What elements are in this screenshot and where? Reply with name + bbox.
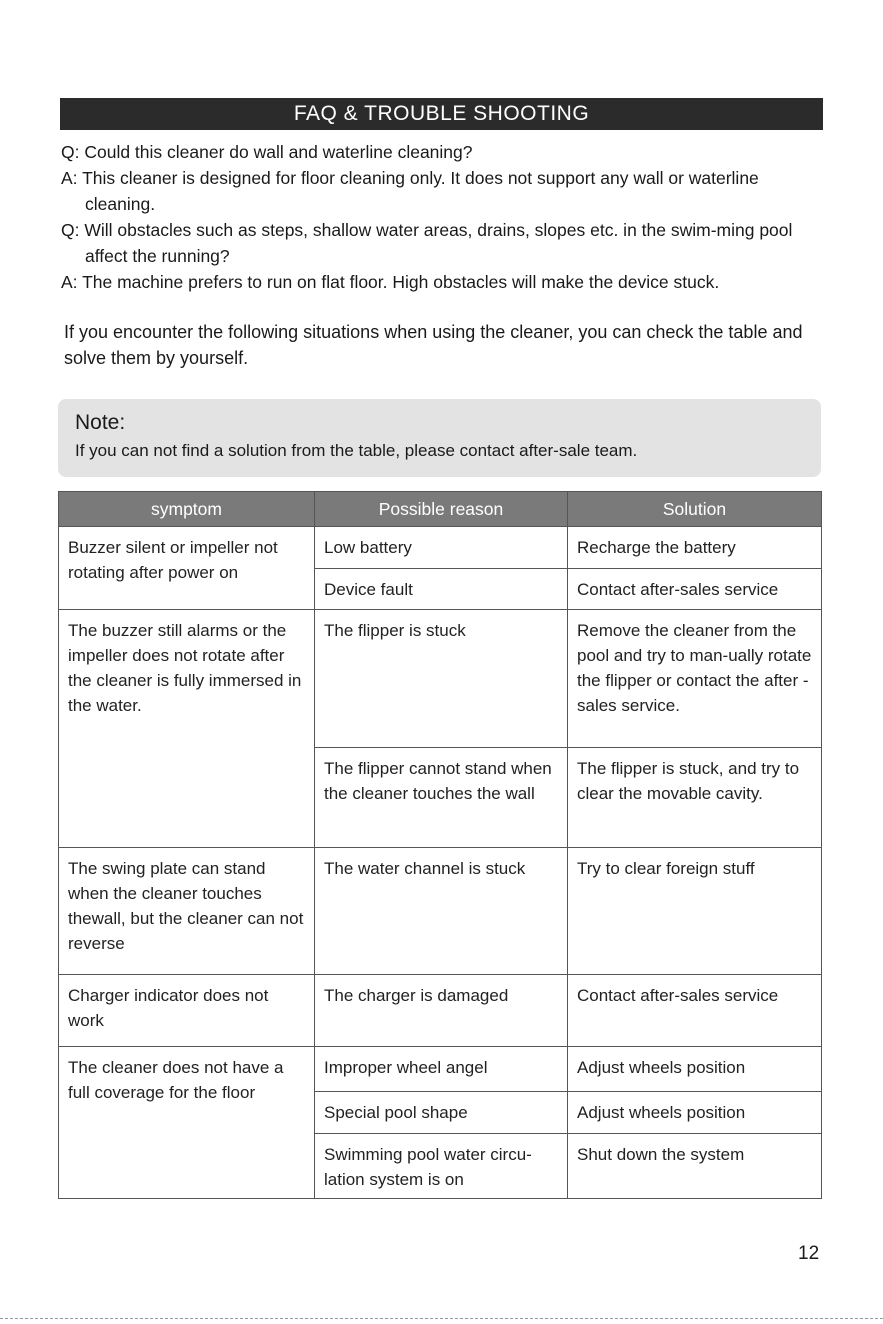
reason-cell: The water channel is stuck — [315, 848, 568, 975]
page-title: FAQ & TROUBLE SHOOTING — [60, 98, 823, 130]
symptom-cell: Charger indicator does not work — [59, 975, 315, 1047]
reason-cell: The flipper is stuck — [315, 610, 568, 748]
faq-answer-1: A: This cleaner is designed for floor cleaning only. It does not support any wall or waterline cleaning. — [61, 168, 759, 214]
troubleshooting-table — [58, 491, 822, 1199]
page-edge-divider — [0, 1318, 883, 1319]
note-box — [58, 399, 821, 477]
solution-cell: Shut down the system — [568, 1134, 822, 1199]
table-row — [59, 527, 822, 569]
reason-cell: Device fault — [315, 569, 568, 610]
solution-cell: The flipper is stuck, and try to clear the movable cavity. — [568, 748, 822, 848]
table-header-row — [59, 492, 822, 527]
reason-cell: Improper wheel angel — [315, 1047, 568, 1092]
table-row — [59, 610, 822, 748]
table-row — [59, 848, 822, 975]
solution-cell: Remove the cleaner from the pool and try to man-ually rotate the flipper or contact the after -sales service. — [568, 610, 822, 748]
table-row — [59, 1047, 822, 1092]
note-text: If you can not find a solution from the table, please contact after-sale team. — [75, 441, 638, 460]
symptom-cell: The cleaner does not have a full coverage for the floor — [59, 1047, 315, 1199]
intro-paragraph: If you encounter the following situations when using the cleaner, you can check the table and solve them by yourself. — [64, 322, 803, 368]
header-solution: Solution — [568, 492, 822, 527]
solution-cell: Contact after-sales service — [568, 975, 822, 1047]
table-row — [59, 975, 822, 1047]
solution-cell: Recharge the battery — [568, 527, 822, 569]
note-title: Note: — [75, 411, 126, 434]
solution-cell: Adjust wheels position — [568, 1047, 822, 1092]
reason-cell: Special pool shape — [315, 1092, 568, 1134]
faq-section — [61, 139, 831, 295]
reason-cell: Low battery — [315, 527, 568, 569]
header-symptom: symptom — [59, 492, 315, 527]
faq-question-2: Q: Will obstacles such as steps, shallow water areas, drains, slopes etc. in the swim-ming pool affect the running? — [61, 220, 793, 266]
solution-cell: Contact after-sales service — [568, 569, 822, 610]
solution-cell: Try to clear foreign stuff — [568, 848, 822, 975]
header-possible-reason: Possible reason — [315, 492, 568, 527]
symptom-cell: The swing plate can stand when the cleaner touches thewall, but the cleaner can not reverse — [59, 848, 315, 975]
page-number: 12 — [798, 1243, 820, 1264]
faq-answer-2: A: The machine prefers to run on flat floor. High obstacles will make the device stuck. — [61, 272, 720, 292]
symptom-cell: The buzzer still alarms or the impeller does not rotate after the cleaner is fully immersed in the water. — [59, 610, 315, 848]
symptom-cell: Buzzer silent or impeller not rotating after power on — [59, 527, 315, 610]
faq-question-1: Q: Could this cleaner do wall and waterline cleaning? — [61, 142, 473, 162]
reason-cell: Swimming pool water circu-lation system is on — [315, 1134, 568, 1199]
solution-cell: Adjust wheels position — [568, 1092, 822, 1134]
reason-cell: The flipper cannot stand when the cleaner touches the wall — [315, 748, 568, 848]
reason-cell: The charger is damaged — [315, 975, 568, 1047]
